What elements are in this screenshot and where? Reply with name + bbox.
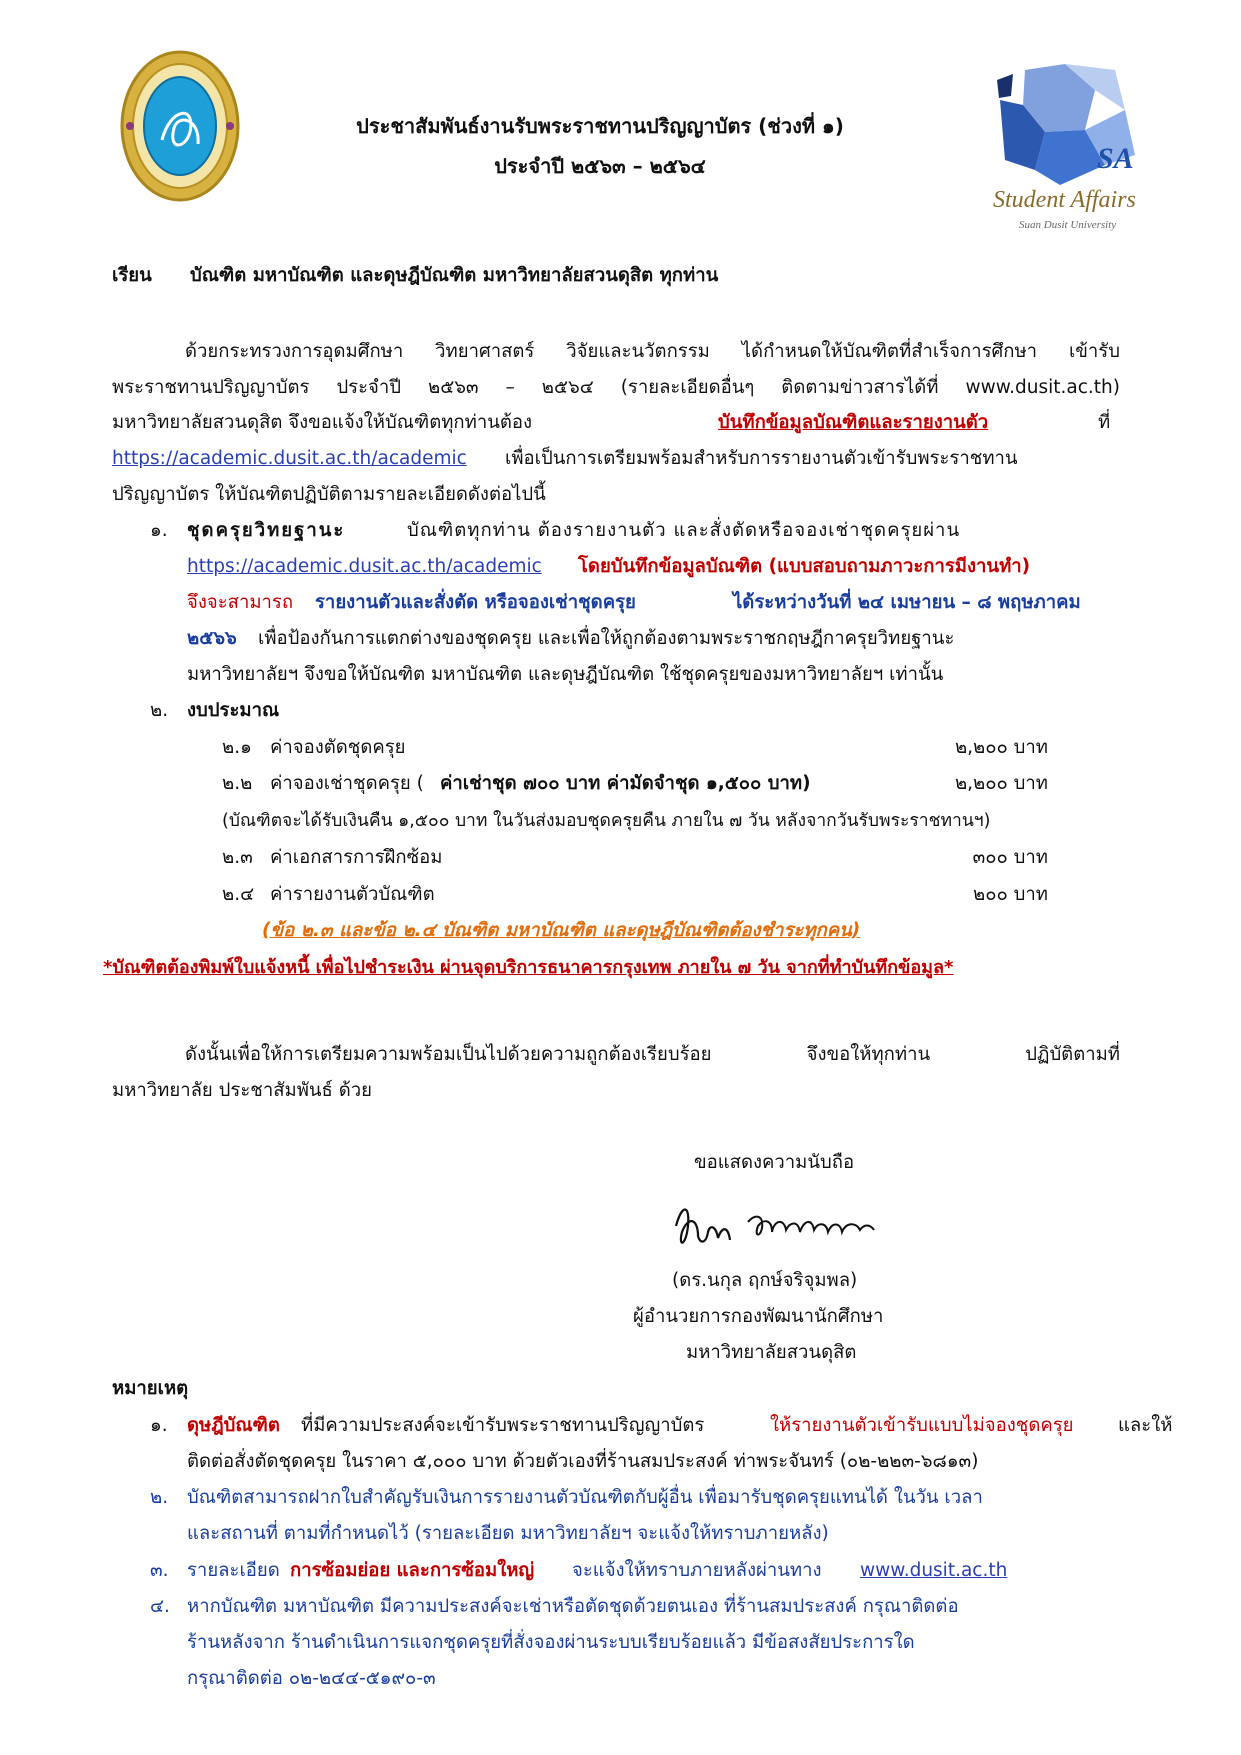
intro-highlight: บันทึกข้อมูลบัณฑิตและรายงานตัว [718,412,989,433]
budget-row-amount: ๓๐๐ บาท [972,847,1048,868]
title-line-1: ประชาสัมพันธ์งานรับพระราชทานปริญญาบัตร (ช่วงที่ ๑) [356,114,844,138]
item2-number: ๒. [150,700,169,721]
budget-row-label: ค่าจองเช่าชุดครุย ( [270,773,424,794]
note3-text-a: รายละเอียด [187,1560,280,1581]
item1-title: ชุดครุยวิทยฐานะ [187,520,346,541]
item1-line-4b: เพื่อป้องกันการแตกต่างของชุดครุย และเพื่อให้ถูกต้องตามพระราชกฤษฎีกาครุยวิทยฐานะ [258,628,955,649]
note2-line-2: และสถานที่ ตามที่กำหนดไว้ (รายละเอียด มหาวิทยาลัยฯ จะแจ้งให้ทราบภายหลัง) [187,1523,829,1544]
intro-line-3c: ที่ [1098,412,1111,433]
closing-line-1: ดังนั้นเพื่อให้การเตรียมความพร้อมเป็นไปด้วยความถูกต้องเรียบร้อย จึงขอให้ทุกท่าน ปฏิบัติตามที่ [185,1044,1120,1065]
note2-line-1: บัณฑิตสามารถฝากใบสำคัญรับเงินการรายงานตัวบัณฑิตกับผู้อื่น เพื่อมารับชุดครุยแทนได้ ในวัน เวลา [187,1487,983,1508]
budget-row-label: ค่าเอกสารการฝึกซ้อม [270,847,443,868]
notes-title: หมายเหตุ [112,1378,189,1399]
invoice-red-note: *บัณฑิตต้องพิมพ์ใบแจ้งหนี้ เพื่อไปชำระเงิน ผ่านจุดบริการธนาคารกรุงเทพ ภายใน ๗ วัน จากที่ทำบันทึกข้อมูล* [103,957,954,978]
note1-text-a: ที่มีความประสงค์จะเข้ารับพระราชทานปริญญาบัตร [301,1415,705,1436]
note1-number: ๑. [150,1415,168,1436]
budget-orange-note: (ข้อ ๒.๓ และข้อ ๒.๔ บัณฑิต มหาบัณฑิต และดุษฎีบัณฑิตต้องชำระทุกคน) [262,920,861,941]
note4-line-1: หากบัณฑิต มหาบัณฑิต มีความประสงค์จะเช่าหรือตัดชุดด้วยตนเอง ที่ร้านสมประสงค์ กรุณาติดต่อ [187,1596,959,1617]
item1-number: ๑. [150,520,168,541]
note3-text-c: จะแจ้งให้ทราบภายหลังผ่านทาง [572,1560,822,1581]
note1-text-b: และให้ [1118,1415,1173,1436]
budget-row-amount: ๒,๒๐๐ บาท [954,737,1048,758]
signatory-org: มหาวิทยาลัยสวนดุสิต [686,1342,857,1363]
salutation-text: บัณฑิต มหาบัณฑิต และดุษฎีบัณฑิต มหาวิทยาลัยสวนดุสิต ทุกท่าน [190,265,719,286]
budget-row-amount: ๒,๒๐๐ บาท [954,773,1048,794]
note1-doctorate: ดุษฎีบัณฑิต [187,1415,280,1436]
sa-mark: SA [1097,142,1134,175]
intro-line-5: ปริญญาบัตร ให้บัณฑิตปฏิบัติตามรายละเอียดดังต่อไปนี้ [112,484,546,505]
suan-dusit-subtext: Suan Dusit University [1019,219,1117,231]
note2-number: ๒. [150,1487,169,1508]
note4-line-3: กรุณาติดต่อ ๐๒-๒๔๔-๕๑๙๐-๓ [187,1668,436,1689]
budget-row-label: ค่าจองตัดชุดครุย [270,737,406,758]
budget-row-num: ๒.๓ [222,847,253,868]
intro-line-3a: มหาวิทยาลัยสวนดุสิต จึงขอแจ้งให้บัณฑิตทุกท่านต้อง [112,412,533,433]
dusit-website-link[interactable]: www.dusit.ac.th [860,1560,1008,1581]
signatory-name: (ดร.นกุล ฤกษ์จริจุมพล) [672,1270,858,1291]
handwritten-signature [668,1196,878,1258]
refund-note: (บัณฑิตจะได้รับเงินคืน ๑,๕๐๐ บาท ในวันส่งมอบชุดครุยคืน ภายใน ๗ วัน หลังจากวันรับพระราชทานฯ) [222,811,991,831]
university-seal-logo [118,48,242,204]
note1-highlight: ให้รายงานตัวเข้ารับแบบไม่จองชุดครุย [770,1415,1074,1436]
item1-line-1: บัณฑิตทุกท่าน ต้องรายงานตัว และสั่งตัดหรือจองเช่าชุดครุยผ่าน [407,520,961,541]
item1-line-2-bold: โดยบันทึกข้อมูลบัณฑิต (แบบสอบถามภาวะการมีงานทำ) [578,556,1031,577]
closing-line-2: มหาวิทยาลัย ประชาสัมพันธ์ ด้วย [112,1080,372,1101]
intro-line-1: ด้วยกระทรวงการอุดมศึกษา วิทยาศาสตร์ วิจัยและนวัตกรรม ได้กำหนดให้บัณฑิตที่สำเร็จการศึกษา เข้ารับ [185,341,1120,362]
note4-line-2: ร้านหลังจาก ร้านดำเนินการแจกชุดครุยที่สั่งจองผ่านระบบเรียบร้อยแล้ว มีข้อสงสัยประการใด [187,1632,915,1653]
note1-line-2: ติดต่อสั่งตัดชุดครุย ในราคา ๕,๐๐๐ บาท ด้วยตัวเองที่ร้านสมประสงค์ ท่าพระจันทร์ (๐๒-๒๒๓-๖๘๑๓) [187,1451,979,1472]
budget-row-bold: ค่าเช่าชุด ๗๐๐ บาท ค่ามัดจำชุด ๑,๕๐๐ บาท) [440,773,811,794]
item1-line-5: มหาวิทยาลัยฯ จึงขอให้บัณฑิต มหาบัณฑิต และดุษฎีบัณฑิต ใช้ชุดครุยของมหาวิทยาลัยฯ เท่านั้น [187,664,944,685]
note3-number: ๓. [150,1560,169,1581]
budget-row-num: ๒.๒ [222,773,253,794]
academic-link[interactable]: https://academic.dusit.ac.th/academic [112,448,467,469]
item1-line-3a: จึงจะสามารถ [187,592,294,613]
budget-row-num: ๒.๔ [222,884,255,905]
item2-title: งบประมาณ [187,700,280,721]
item1-year: ๒๕๖๖ [187,628,237,649]
budget-row-label: ค่ารายงานตัวบัณฑิต [270,884,435,905]
student-affairs-text: Student Affairs [993,187,1136,213]
signatory-position: ผู้อำนวยการกองพัฒนานักศึกษา [633,1306,884,1327]
note4-number: ๔. [150,1596,170,1617]
intro-line-4b: เพื่อเป็นการเตรียมพร้อมสำหรับการรายงานตัวเข้ารับพระราชทาน [505,448,1018,469]
regards-text: ขอแสดงความนับถือ [694,1152,855,1173]
salutation-label: เรียน [112,265,152,286]
budget-row-num: ๒.๑ [222,737,252,758]
item1-date-range: ได้ระหว่างวันที่ ๒๔ เมษายน – ๘ พฤษภาคม [733,592,1081,613]
budget-row-amount: ๒๐๐ บาท [973,884,1048,905]
note3-highlight: การซ้อมย่อย และการซ้อมใหญ่ [290,1560,535,1581]
title-line-2: ประจำปี ๒๕๖๓ – ๒๕๖๔ [494,154,706,178]
student-affairs-logo [985,60,1150,235]
item1-line-3b: รายงานตัวและสั่งตัด หรือจองเช่าชุดครุย [315,592,636,613]
intro-line-2: พระราชทานปริญญาบัตร ประจำปี ๒๕๖๓ – ๒๕๖๔ (รายละเอียดอื่นๆ ติดตามข่าวสารได้ที่ www.dusit.ac.th) [112,377,1120,398]
item1-academic-link[interactable]: https://academic.dusit.ac.th/academic [187,556,542,577]
